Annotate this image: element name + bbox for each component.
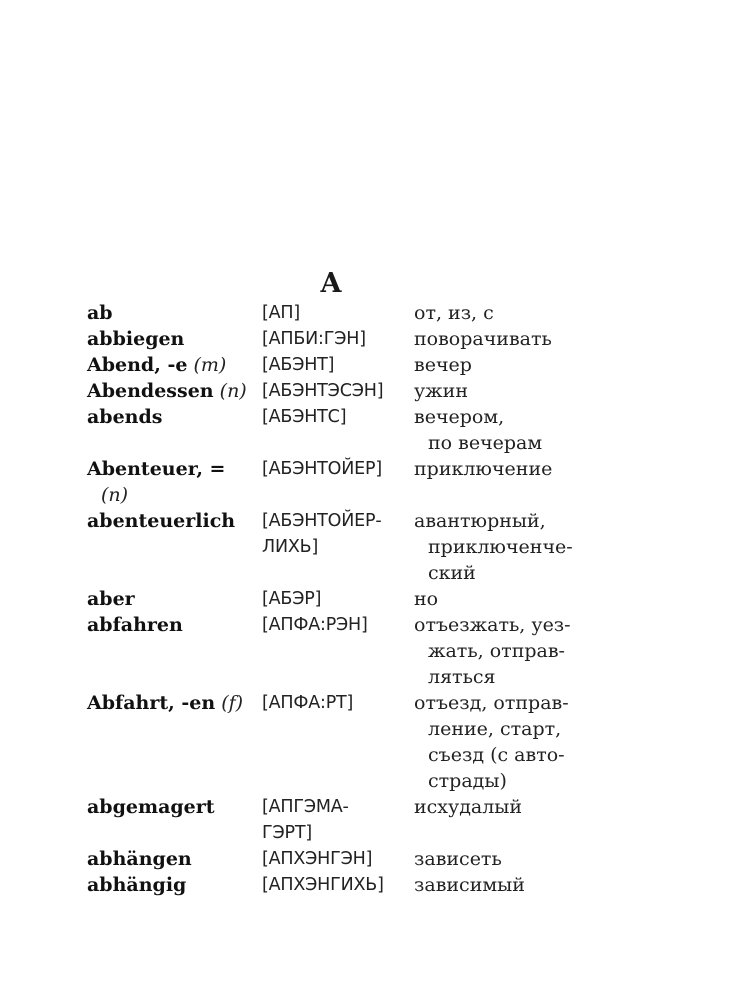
translation-line: зависимый: [414, 874, 525, 896]
headword: Abenteuer, =: [87, 458, 226, 480]
entry-translation: [414, 300, 687, 326]
entry-pronunciation: [262, 326, 414, 352]
pronunciation-line: ЛИХЬ]: [262, 537, 319, 557]
pronunciation-line: [АБЭНТС]: [262, 407, 347, 427]
entry-pronunciation: [262, 794, 414, 846]
headword: abends: [87, 406, 163, 428]
pronunciation-line: [АБЭНТОЙЕР]: [262, 459, 382, 479]
entry-translation: [414, 872, 687, 898]
translation-line: жать, отправ-: [428, 640, 565, 662]
entry-translation: [414, 326, 687, 352]
translation-line: приключение: [414, 458, 553, 480]
translation-line: ляться: [428, 666, 496, 688]
entry-pronunciation: [262, 872, 414, 898]
entry-pronunciation: [262, 586, 414, 612]
dictionary-entry: [87, 690, 687, 794]
entry-word: [87, 846, 262, 872]
grammar-note: (m): [193, 354, 227, 376]
headword: Abend, -e: [87, 354, 188, 376]
dictionary-entry: [87, 456, 687, 508]
headword: abhängig: [87, 874, 187, 896]
translation-line: ужин: [414, 380, 468, 402]
dictionary-entry: [87, 794, 687, 846]
grammar-note: (n): [219, 380, 247, 402]
translation-line: ление, старт,: [428, 718, 562, 740]
entry-word: [87, 794, 262, 820]
translation-line: но: [414, 588, 439, 610]
entry-word: [87, 612, 262, 638]
entry-word: [87, 586, 262, 612]
entry-word: [87, 352, 262, 378]
pronunciation-line: [АПГЭМА-: [262, 797, 349, 817]
entry-pronunciation: [262, 612, 414, 638]
entry-translation: [414, 378, 687, 404]
dictionary-entry: [87, 586, 687, 612]
pronunciation-line: [АПХЭНГЭН]: [262, 849, 373, 869]
translation-line: приключенче-: [428, 536, 573, 558]
pronunciation-line: ГЭРТ]: [262, 823, 312, 843]
entry-translation: [414, 456, 687, 482]
pronunciation-line: [АПФА:РТ]: [262, 693, 354, 713]
entry-pronunciation: [262, 300, 414, 326]
dictionary-entry: [87, 378, 687, 404]
headword: abenteuerlich: [87, 510, 236, 532]
dictionary-entry: [87, 404, 687, 456]
dictionary-entry: [87, 508, 687, 586]
entry-pronunciation: [262, 508, 414, 560]
entry-translation: [414, 794, 687, 820]
pronunciation-line: [АБЭНТЭСЭН]: [262, 381, 384, 401]
translation-line: вечер: [414, 354, 472, 376]
translation-line: ский: [428, 562, 476, 584]
grammar-note: (f): [221, 692, 244, 714]
pronunciation-line: [АБЭНТ]: [262, 355, 335, 375]
translation-line: отъезжать, уез-: [414, 614, 571, 636]
headword: abhängen: [87, 848, 192, 870]
entry-translation: [414, 846, 687, 872]
headword: Abendessen: [87, 380, 214, 402]
dictionary-entry: [87, 872, 687, 898]
pronunciation-line: [АПБИ:ГЭН]: [262, 329, 366, 349]
translation-line: съезд (с авто-: [428, 744, 565, 766]
translation-line: отъезд, отправ-: [414, 692, 569, 714]
entry-word: [87, 326, 262, 352]
pronunciation-line: [АПФА:РЭН]: [262, 615, 368, 635]
entry-pronunciation: [262, 352, 414, 378]
entry-word: [87, 456, 262, 508]
dictionary-entry: [87, 846, 687, 872]
translation-line: страды): [428, 770, 507, 792]
letter-heading: A: [320, 268, 342, 299]
grammar-note: (n): [101, 484, 129, 506]
entry-translation: [414, 612, 687, 690]
translation-line: вечером,: [414, 406, 505, 428]
translation-line: от, из, с: [414, 302, 494, 324]
headword: abgemagert: [87, 796, 215, 818]
pronunciation-line: [АБЭНТОЙЕР-: [262, 511, 382, 531]
headword: ab: [87, 302, 113, 324]
dictionary-entry: [87, 326, 687, 352]
headword: aber: [87, 588, 135, 610]
pronunciation-line: [АБЭР]: [262, 589, 322, 609]
entry-pronunciation: [262, 456, 414, 482]
entry-pronunciation: [262, 846, 414, 872]
headword: abfahren: [87, 614, 183, 636]
entry-translation: [414, 690, 687, 794]
dictionary-entry: [87, 352, 687, 378]
entry-translation: [414, 508, 687, 586]
entry-pronunciation: [262, 378, 414, 404]
translation-line: зависеть: [414, 848, 502, 870]
entry-word: [87, 378, 262, 404]
entry-word: [87, 508, 262, 534]
entry-word: [87, 300, 262, 326]
translation-line: исхудалый: [414, 796, 523, 818]
pronunciation-line: [АП]: [262, 303, 300, 323]
entry-word: [87, 690, 262, 716]
entry-translation: [414, 352, 687, 378]
translation-line: авантюрный,: [414, 510, 546, 532]
pronunciation-line: [АПХЭНГИХЬ]: [262, 875, 384, 895]
dictionary-entry: [87, 612, 687, 690]
entry-translation: [414, 586, 687, 612]
headword: abbiegen: [87, 328, 185, 350]
translation-line: поворачивать: [414, 328, 552, 350]
headword: Abfahrt, -en: [87, 692, 216, 714]
entry-pronunciation: [262, 404, 414, 430]
entry-word: [87, 404, 262, 430]
dictionary-entry: [87, 300, 687, 326]
translation-line: по вечерам: [428, 432, 543, 454]
entry-list: [87, 300, 687, 898]
entry-pronunciation: [262, 690, 414, 716]
entry-word: [87, 872, 262, 898]
entry-translation: [414, 404, 687, 456]
